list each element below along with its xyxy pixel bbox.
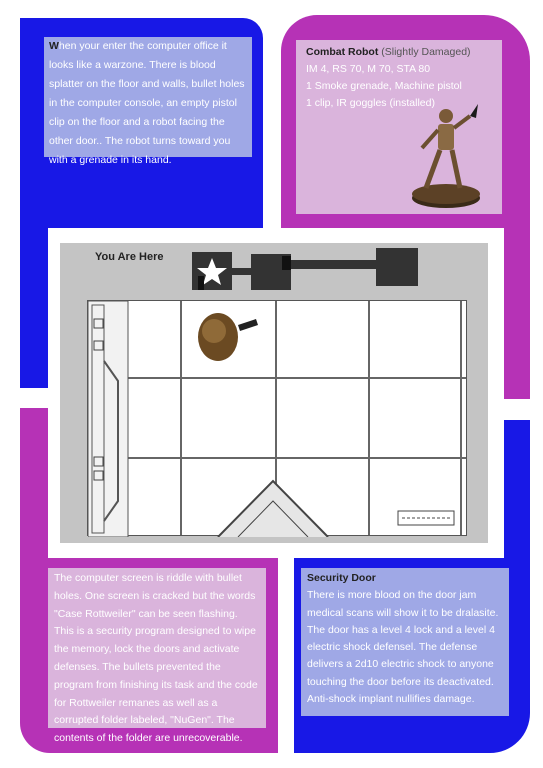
location-minimap — [190, 246, 420, 294]
intro-text: hen your enter the computer office it looks like a warzone. There is blood splatter on the floor and walls, bullet holes in the computer console, an empty pistol clip on the floor and a robot facing the other door.. The robot turns toward you with a grenade in its hand. — [49, 40, 245, 166]
robot-status: (Slightly Damaged) — [381, 46, 471, 58]
robot-name: Combat Robot — [306, 46, 379, 58]
robot-weapons: 1 Smoke grenade, Machine pistol — [306, 80, 462, 92]
security-door-panel — [301, 568, 509, 716]
robot-stats: IM 4, RS 70, M 70, STA 80 — [306, 63, 431, 75]
robot-stats-panel — [296, 40, 502, 214]
security-door-text: There is more blood on the door jam medical scans will show it to be dralasite. The door has a level 4 lock and a level 4 electric shock defensel. The defense delivers a 2d10 electric shock to anyone touching the door before its deactivated. Anti-shock implant nullifies damage. — [307, 589, 499, 706]
intro-drop-cap: W — [49, 40, 59, 52]
robot-heading — [306, 44, 492, 61]
security-door-title: Security Door — [307, 572, 376, 584]
floor-plan-map — [87, 300, 467, 536]
you-are-here-label: You Are Here — [95, 251, 164, 263]
robot-gear: 1 clip, IR goggles (installed) — [306, 97, 435, 109]
combat-robot-figure — [404, 102, 490, 210]
computer-screen-panel — [48, 568, 266, 745]
floor-plan-details — [88, 301, 468, 537]
intro-panel — [44, 37, 252, 166]
computer-screen-text: The computer screen is riddle with bullet holes. One screen is cracked but the words "Case Rottweiler" can be seen flashing. This is a security program designed to wipe the memory, lock the doors and activate defenses. The bullets prevented the program from finishing its task and the code for Rottweiler remanes as well as a corrupted folder labeled, "NuGen". The contents of the folder are unrecoverable. — [54, 572, 258, 745]
